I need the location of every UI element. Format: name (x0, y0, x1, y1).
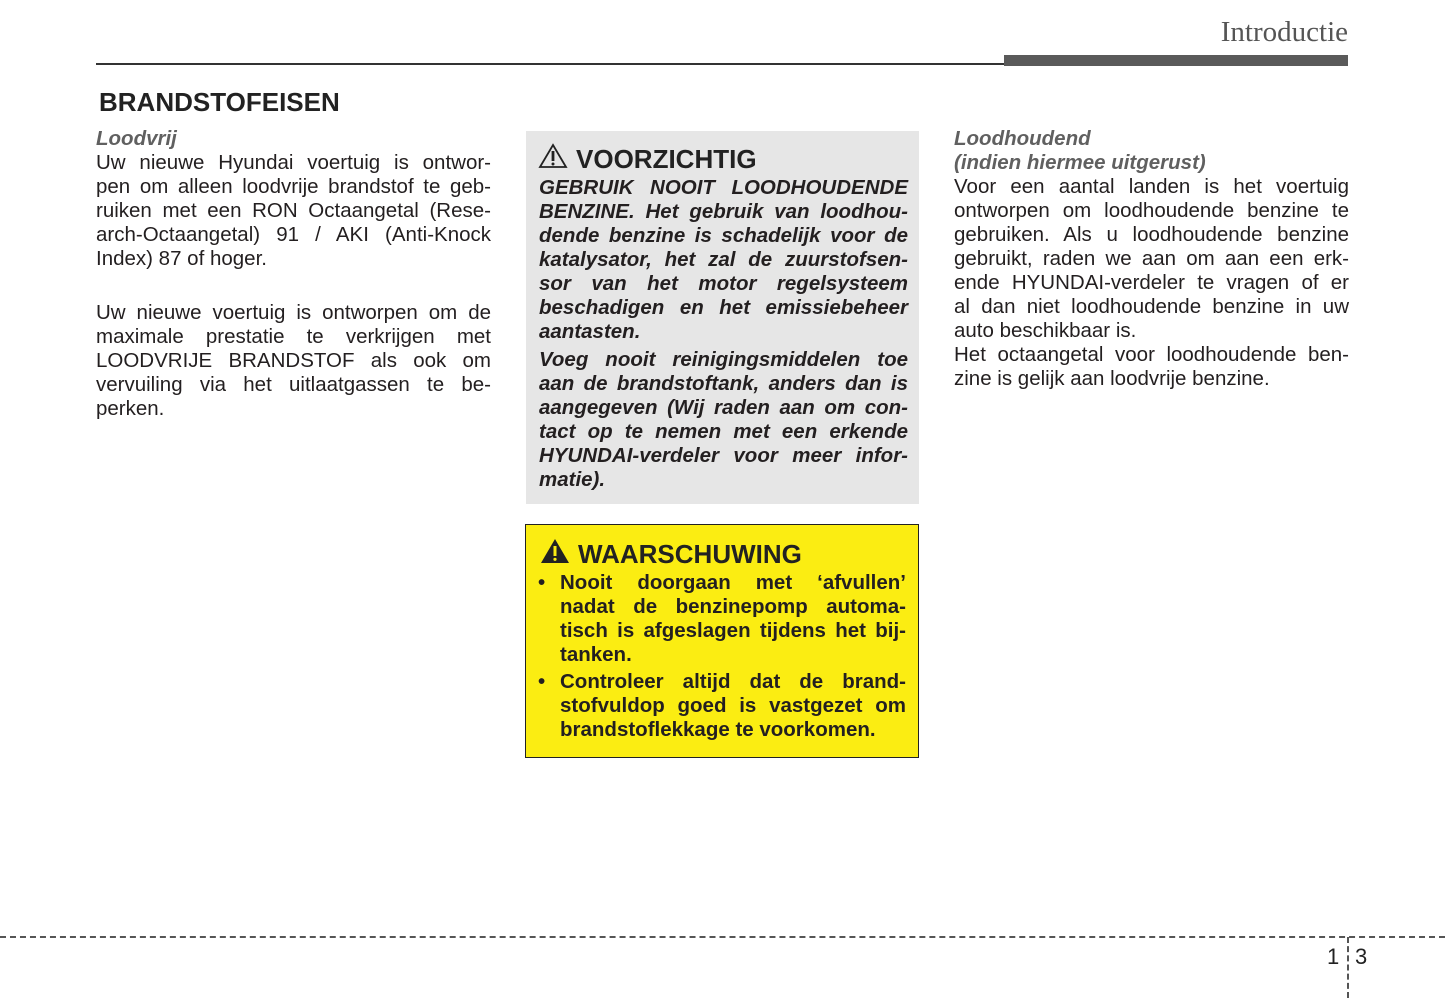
text-line: Voor een aantal landen is het voertuig (954, 175, 1349, 198)
text-line: Index) 87 of hoger. (96, 247, 267, 270)
paragraph (96, 151, 491, 271)
text-line: stofvuldop goed is vastgezet om (560, 694, 906, 717)
text-line: ontworpen om loodhoudende benzine te (954, 199, 1349, 222)
footer-rule (0, 936, 1445, 938)
text-line: aan de brandstoftank, anders dan is (539, 372, 908, 395)
text-line: LOODVRIJE BRANDSTOF als ook om (96, 349, 491, 372)
bullet: • (538, 571, 546, 594)
warning-box (525, 524, 919, 758)
text-line: ende HYUNDAI-verdeler te vragen of er (954, 271, 1349, 294)
warning-title: WAARSCHUWING (578, 539, 802, 569)
text-line: HYUNDAI-verdeler voor meer infor- (539, 444, 908, 467)
text-line: perken. (96, 397, 165, 420)
text-line: aantasten. (539, 320, 641, 343)
text-line: ruiken met een RON Octaangetal (Rese- (96, 199, 491, 222)
text-line: nadat de benzinepomp automa- (560, 595, 906, 618)
text-line: aangegeven (Wij raden aan om con- (539, 396, 908, 419)
header-rule (96, 63, 1006, 65)
text-line: Voeg nooit reinigingsmiddelen toe (539, 348, 908, 371)
text-line: zine is gelijk aan loodvrije benzine. (954, 367, 1270, 390)
chapter-header: Introductie (1220, 16, 1348, 48)
paragraph (954, 175, 1349, 343)
warning-item (538, 571, 906, 667)
text-line: tanken. (560, 643, 632, 666)
section-title: BRANDSTOFEISEN (99, 87, 340, 117)
left-column (96, 127, 491, 421)
subtitle-condition: (indien hiermee uitgerust) (954, 151, 1206, 174)
text-line: gebruikt, raden we aan om aan een erk- (954, 247, 1349, 270)
text-line: tact op te nemen met een erkende (539, 420, 908, 443)
bullet: • (538, 670, 546, 693)
page-number: 3 (1355, 944, 1368, 969)
text-line: brandstoflekkage te voorkomen. (560, 718, 876, 741)
caution-box (526, 131, 919, 504)
warning-filled-icon (540, 538, 570, 571)
paragraph (96, 301, 491, 421)
text-line: GEBRUIK NOOIT LOODHOUDENDE (539, 176, 908, 199)
caution-paragraph (539, 348, 908, 492)
text-line: Controleer altijd dat de brand- (560, 670, 906, 693)
warning-item-text (560, 571, 906, 667)
text-line: matie). (539, 468, 606, 491)
text-line: Het octaangetal voor loodhoudende ben- (954, 343, 1349, 366)
text-line: beschadigen en het emissiebeheer (539, 296, 908, 319)
text-line: sor van het motor regelsysteem (539, 272, 908, 295)
subtitle-loodhoudend: Loodhoudend (954, 127, 1091, 150)
text-line: vervuiling via het uitlaatgassen te be- (96, 373, 491, 396)
footer-divider (1347, 937, 1349, 998)
text-line: al dan niet loodhoudende benzine in uw (954, 295, 1349, 318)
text-line: katalysator, het zal de zuurstofsen- (539, 248, 908, 271)
warning-outline-icon (538, 143, 568, 176)
paragraph (954, 343, 1349, 391)
text-line: Uw nieuwe Hyundai voertuig is ontwor- (96, 151, 491, 174)
text-line: Uw nieuwe voertuig is ontworpen om de (96, 301, 491, 324)
header-bar (1004, 55, 1348, 66)
text-line: gebruiken. Als u loodhoudende benzine (954, 223, 1349, 246)
text-line: maximale prestatie te verkrijgen met (96, 325, 491, 348)
text-line: BENZINE. Het gebruik van loodhou- (539, 200, 908, 223)
warning-item-text (560, 670, 906, 742)
text-line: dende benzine is schadelijk voor de (539, 224, 908, 247)
text-line: Nooit doorgaan met ‘afvullen’ (560, 571, 906, 594)
warning-item (538, 670, 906, 742)
text-line: arch-Octaangetal) 91 / AKI (Anti-Knock (96, 223, 491, 246)
text-line: tisch is afgeslagen tijdens het bij- (560, 619, 906, 642)
caution-title: VOORZICHTIG (576, 144, 757, 174)
chapter-number: 1 (1327, 944, 1340, 969)
subtitle-loodvrij: Loodvrij (96, 127, 177, 150)
text-line: pen om alleen loodvrije brandstof te geb- (96, 175, 491, 198)
caution-paragraph (539, 176, 908, 344)
right-column (954, 127, 1349, 391)
text-line: auto beschikbaar is. (954, 319, 1137, 342)
